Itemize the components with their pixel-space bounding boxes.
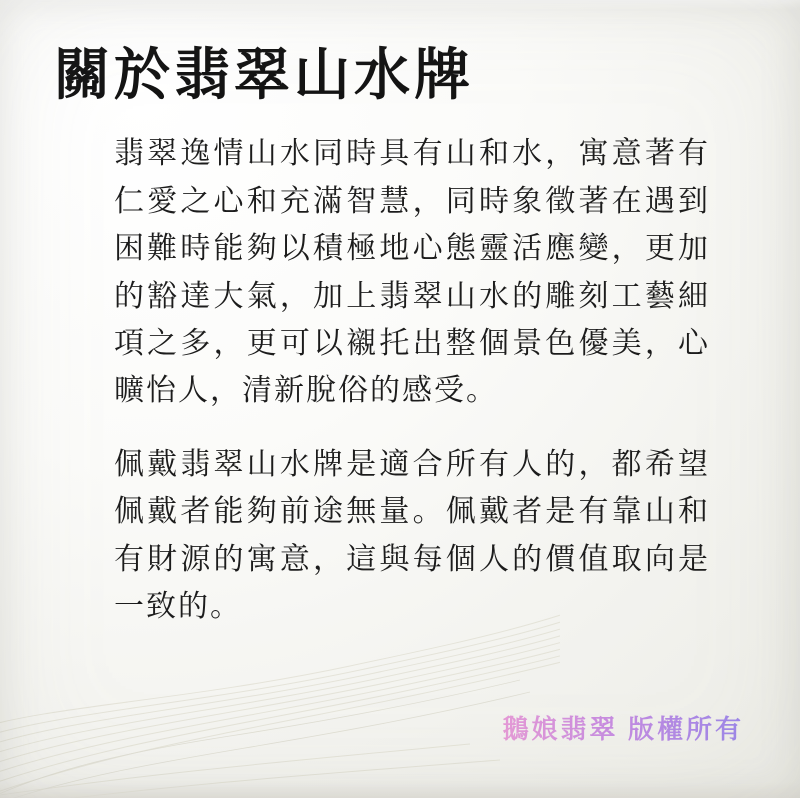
paragraph-1: 翡翠逸情山水同時具有山和水，寓意著有仁愛之心和充滿智慧，同時象徵著在遇到困難時能夠以積極地心態靈活應變，更加的豁達大氣，加上翡翠山水的雕刻工藝細項之多，更可以襯托出整個景色優美，心曠怡人，清新脫俗的感受。 — [114, 137, 710, 408]
copyright-signature: 鵝娘翡翠 版權所有 — [502, 709, 744, 746]
paragraph-2: 佩戴翡翠山水牌是適合所有人的，都希望佩戴者能夠前途無量。佩戴者是有靠山和有財源的寓意，這與每個人的價值取向是一致的。 — [114, 447, 710, 623]
body-text — [52, 130, 744, 630]
page-title: 關於翡翠山水牌 — [54, 45, 474, 107]
